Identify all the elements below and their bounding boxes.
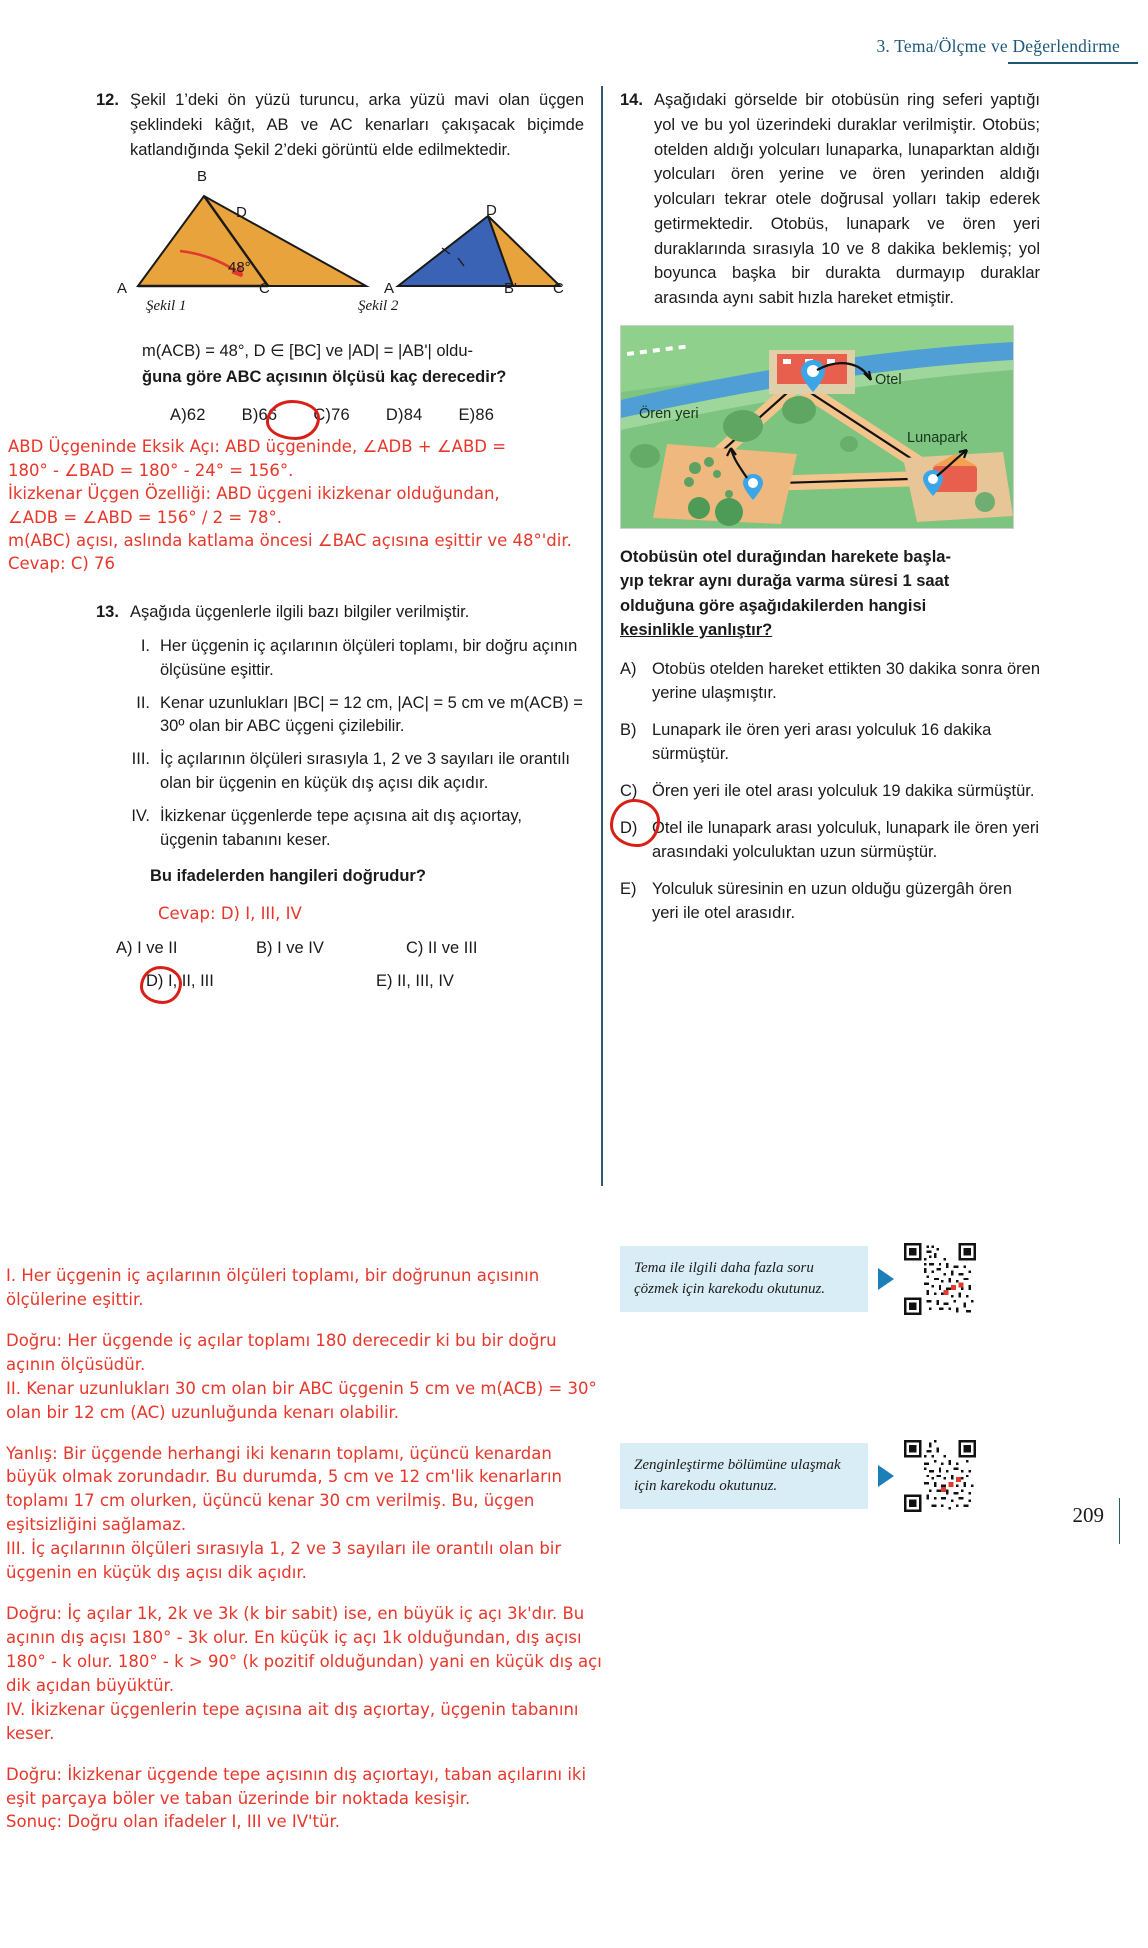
q13-item-3-text: İç açılarının ölçüleri sırasıyla 1, 2 ve 3 sayıları ile orantılı olan bir üçgenin en küçük dış açısı dik açıdır. [160,750,570,793]
bottom-solution-line-24: eşit parçaya böler ve taban üzerinde bir noktada kesişir. [6,1788,471,1808]
q13-option-b[interactable]: B) I ve IV [256,939,324,958]
q12-option-e[interactable]: E)86 [458,406,495,425]
q13-item-1-text: Her üçgenin iç açılarının ölçüleri toplamı, bir doğru açının ölçüsüne eşittir. [160,636,578,679]
figure2-group [398,216,560,286]
question-14 [620,88,1040,311]
bottom-solution-line-18: 180° - k olur. 180° - k > 90° (k pozitif olduğundan) yani en küçük dış açı [6,1651,602,1671]
q14-option-b-letter: B) [620,721,637,740]
q13-item-4-number: IV. [131,807,150,826]
question-12 [96,88,584,162]
q13-item-4 [116,805,584,853]
q14-option-b-text: Lunapark ile ören yeri arası yolculuk 16 dakika sürmüştür. [652,721,992,764]
q12-option-d[interactable]: D)84 [385,406,423,425]
q14-option-d-letter: D) [620,818,638,837]
qr-code-1[interactable] [904,1243,976,1315]
q13-item-2 [116,692,584,740]
bottom-solution-spacer-4 [6,1746,706,1763]
bottom-solution-line-17: açının dış açısı 180° - 3k olur. En küçük iç açı 1k olduğundan, dış açısı [6,1627,582,1647]
page-number: 209 [1072,1503,1104,1527]
question-12-text: Şekil 1’deki ön yüzü turuncu, arka yüzü mavi olan üçgen şeklindeki kâğıt, AB ve AC kenarları çakışacak biçimde katlandığında Şekil 2’deki görüntü elde edilmektedir. [130,91,584,159]
q14-option-e[interactable] [620,878,1040,926]
map-svg [621,326,1013,528]
question-12-number: 12. [96,91,119,109]
question-12-solution [8,435,588,576]
bottom-solution-line-20: IV. İkizkenar üçgenlerin tepe açısına ait dış açıortay, üçgenin tabanını [6,1699,579,1719]
right-column [620,88,1040,926]
q12-solution-line-1: ABD Üçgeninde Eksik Açı: ABD üçgeninde, ∠ADB + ∠ABD = [8,437,507,457]
bottom-solution-line-4: Doğru: Her üçgende iç açılar toplamı 180 derecedir ki bu bir doğru [6,1330,557,1350]
qr-code-2[interactable] [904,1440,976,1512]
figure1-label-B: B [197,168,208,186]
q13-option-a[interactable]: A) I ve II [116,939,178,958]
qr-code-graphic-1 [904,1243,976,1315]
q12-solution-line-4: ∠ADB = ∠ABD = 156° / 2 = 78°. [8,507,282,527]
q14-option-a-letter: A) [620,660,637,679]
q13-option-c[interactable]: C) II ve III [406,939,478,958]
bottom-solution-line-19: dik açıdan büyüktür. [6,1675,175,1695]
figure1-label-C: C [259,280,270,298]
page-number-rule [1119,1498,1121,1544]
map-lunapark-area [903,452,1013,522]
bottom-solution-spacer-1 [6,1312,706,1329]
question-14-number: 14. [620,91,643,109]
qr-arrow-icon-2 [878,1465,894,1487]
bottom-solution-line-5: açının ölçüsüdür. [6,1354,146,1374]
bottom-solution-line-25: Sonuç: Doğru olan ifadeler I, III ve IV'tür. [6,1812,340,1832]
q13-item-1-number: I. [140,636,150,655]
bottom-solution-line-23: Doğru: İkizkenar üçgende tepe açısının dış açıortayı, taban açılarını iki [6,1764,587,1784]
map-ruins-area [653,444,797,526]
question-14-map-container [620,325,1012,529]
question-14-options [620,658,1040,925]
q14-option-c-text: Ören yeri ile otel arası yolculuk 19 dakika sürmüştür. [652,782,1035,801]
q13-option-d[interactable]: D) I, II, III [146,972,214,991]
bottom-solution-line-6: II. Kenar uzunlukları 30 cm olan bir ABC üçgenin 5 cm ve m(ACB) = 30° [6,1378,597,1398]
figure1-label-A: A [117,280,128,298]
map-label-otel: Otel [875,371,902,388]
figure1-label-D: D [236,204,247,222]
q14-option-d-text: Otel ile lunapark arası yolculuk, lunapark ile ören yeri arasındaki yolculuktan uzun sürmüştür. [652,818,1040,861]
bottom-solution-line-9: Yanlış: Bir üçgende herhangi iki kenarın toplamı, üçüncü kenardan [6,1443,552,1463]
column-divider [601,86,603,1186]
question-13-answer-note: Cevap: D) I, III, IV [158,904,302,924]
question-12-statement-line1: m(ACB) = 48°, D ∈ [BC] ve |AD| = |AB'| oldu- [142,342,474,361]
figure2-label-D: D [486,202,497,220]
q12-option-a[interactable]: A)62 [170,406,206,425]
q13-item-1 [116,635,584,683]
qr-arrow-icon-1 [878,1268,894,1290]
q14-option-d[interactable] [620,817,1040,865]
bottom-solution-block [6,1264,706,1834]
q14-option-a[interactable] [620,658,1040,706]
figure2-caption: Şekil 2 [358,298,399,315]
bottom-solution-line-10: büyük olmak zorundadır. Bu durumda, 5 cm ve 12 cm'lik kenarların [6,1467,562,1487]
question-12-statement [96,339,584,390]
bottom-solution-line-13: III. İç açılarının ölçüleri sırasıyla 1, 2 ve 3 sayıları ile orantılı olan bir [6,1539,562,1559]
question-14-prompt [620,545,1040,643]
q13-item-3-number: III. [131,750,150,769]
q14-option-c[interactable] [620,780,1040,804]
q14-prompt-line3: olduğuna göre aşağıdakilerden hangisi [620,596,927,615]
question-13-options [96,939,584,991]
figure2-label-A: A [384,280,395,298]
q13-option-e[interactable]: E) II, III, IV [376,972,454,991]
q14-option-a-text: Otobüs otelden hareket ettikten 30 dakika sonra ören yerine ulaşmıştır. [652,660,1040,703]
q12-solution-line-2: 180° - ∠BAD = 180° - 24° = 156°. [8,460,294,480]
question-12-options [96,406,584,425]
bus-route-map [620,325,1014,529]
question-13 [96,600,584,625]
q13-item-3 [116,748,584,796]
figure1-triangle [138,196,366,286]
q14-prompt-line1: Otobüsün otel durağından harekete başla- [620,547,951,566]
figure1-angle-label: 48° [228,259,251,277]
bottom-solution-line-11: toplamı 17 cm olurken, üçüncü kenar 30 cm verilmiş. Bu, üçgen [6,1491,535,1511]
bottom-solution-spacer-3 [6,1585,706,1602]
bottom-solution-line-12: eşitsizliğini sağlamaz. [6,1515,187,1535]
question-13-items [96,635,584,853]
q14-prompt-line4: kesinlikle yanlıştır? [620,620,773,639]
map-label-oren-yeri: Ören yeri [639,405,699,422]
question-13-prompt: Bu ifadelerden hangileri doğrudur? [150,867,426,886]
qr-note-1: Tema ile ilgili daha fazla soru çözmek için karekodu okutunuz. [620,1246,868,1312]
q12-option-c[interactable]: C)76 [313,406,350,425]
bottom-solution-line-16: Doğru: İç açılar 1k, 2k ve 3k (k bir sabit) ise, en büyük iç açı 3k'dır. Bu [6,1604,585,1624]
q14-option-e-letter: E) [620,879,637,898]
q14-prompt-line2: yıp tekrar aynı durağa varma süresi 1 saat [620,572,950,591]
bottom-solution-spacer-2 [6,1425,706,1442]
figure2-label-C: C [553,280,564,298]
question-12-figure [96,168,584,331]
question-13-text: Aşağıda üçgenlerle ilgili bazı bilgiler verilmiştir. [130,602,470,621]
bottom-solution-line-1: I. Her üçgenin iç açılarının ölçüleri toplamı, bir doğrunun açısının [6,1266,540,1285]
q13-item-2-text: Kenar uzunlukları |BC| = 12 cm, |AC| = 5 cm ve m(ACB) = 30º olan bir ABC üçgeni çizilebilir. [160,693,583,736]
q13-item-4-text: İkizkenar üçgenlerde tepe açısına ait dış açıortay, üçgenin tabanını keser. [160,807,522,850]
q14-option-b[interactable] [620,719,1040,767]
map-label-lunapark: Lunapark [907,429,968,446]
question-13-number: 13. [96,602,119,621]
figure1-caption: Şekil 1 [146,298,187,315]
figure2-label-Bprime: B' [504,280,517,298]
q12-solution-line-3: İkizkenar Üçgen Özelliği: ABD üçgeni ikizkenar olduğundan, [8,484,500,504]
question-14-text: Aşağıdaki görselde bir otobüsün ring seferi yaptığı yol ve bu yol üzerindeki duraklar verilmiştir. Otobüs; otelden aldığı yolcuları lunaparka, lunaparktan aldığı yolcuları ören yerine ve ören yerinden aldığı yolcuları tekrar otele doğrusal yolları takip ederek getirmektedir. Otobüs, lunapark ve ören yeri duraklarında sırasıyla 10 ve 8 dakika beklemiş; yol boyunca başka bir durakta durmayıp duraklar arasında aynı sabit hızla hareket etmiştir. [654,91,1040,307]
q12-solution-line-5: m(ABC) açısı, aslında katlama öncesi ∠BAC açısına eşittir ve 48°'dir. [8,531,572,551]
q13-item-2-number: II. [136,693,150,712]
qr-code-graphic-2 [904,1440,976,1512]
q14-option-c-letter: C) [620,782,638,801]
q14-option-e-text: Yolculuk süresinin en uzun olduğu güzergâh ören yeri ile otel arasıdır. [652,879,1012,922]
bottom-solution-line-14: üçgenin en küçük dış açısı dik açıdır. [6,1563,307,1583]
qr-note-2: Zenginleştirme bölümüne ulaşmak için karekodu okutunuz. [620,1443,868,1509]
bottom-solution-line-2: ölçülerine eşittir. [6,1289,144,1309]
page-header-title: 3. Tema/Ölçme ve Değerlendirme [876,36,1120,56]
question-12-statement-line2: ğuna göre ABC açısının ölçüsü kaç derecedir? [142,367,507,386]
q12-solution-line-6: Cevap: C) 76 [8,554,116,574]
bottom-solution-line-21: keser. [6,1723,55,1743]
header-rule [1008,62,1138,64]
left-column [8,88,584,991]
bottom-solution-line-7: olan bir 12 cm (AC) uzunluğunda kenarı olabilir. [6,1402,399,1422]
q12-option-b[interactable]: B)66 [241,406,278,425]
